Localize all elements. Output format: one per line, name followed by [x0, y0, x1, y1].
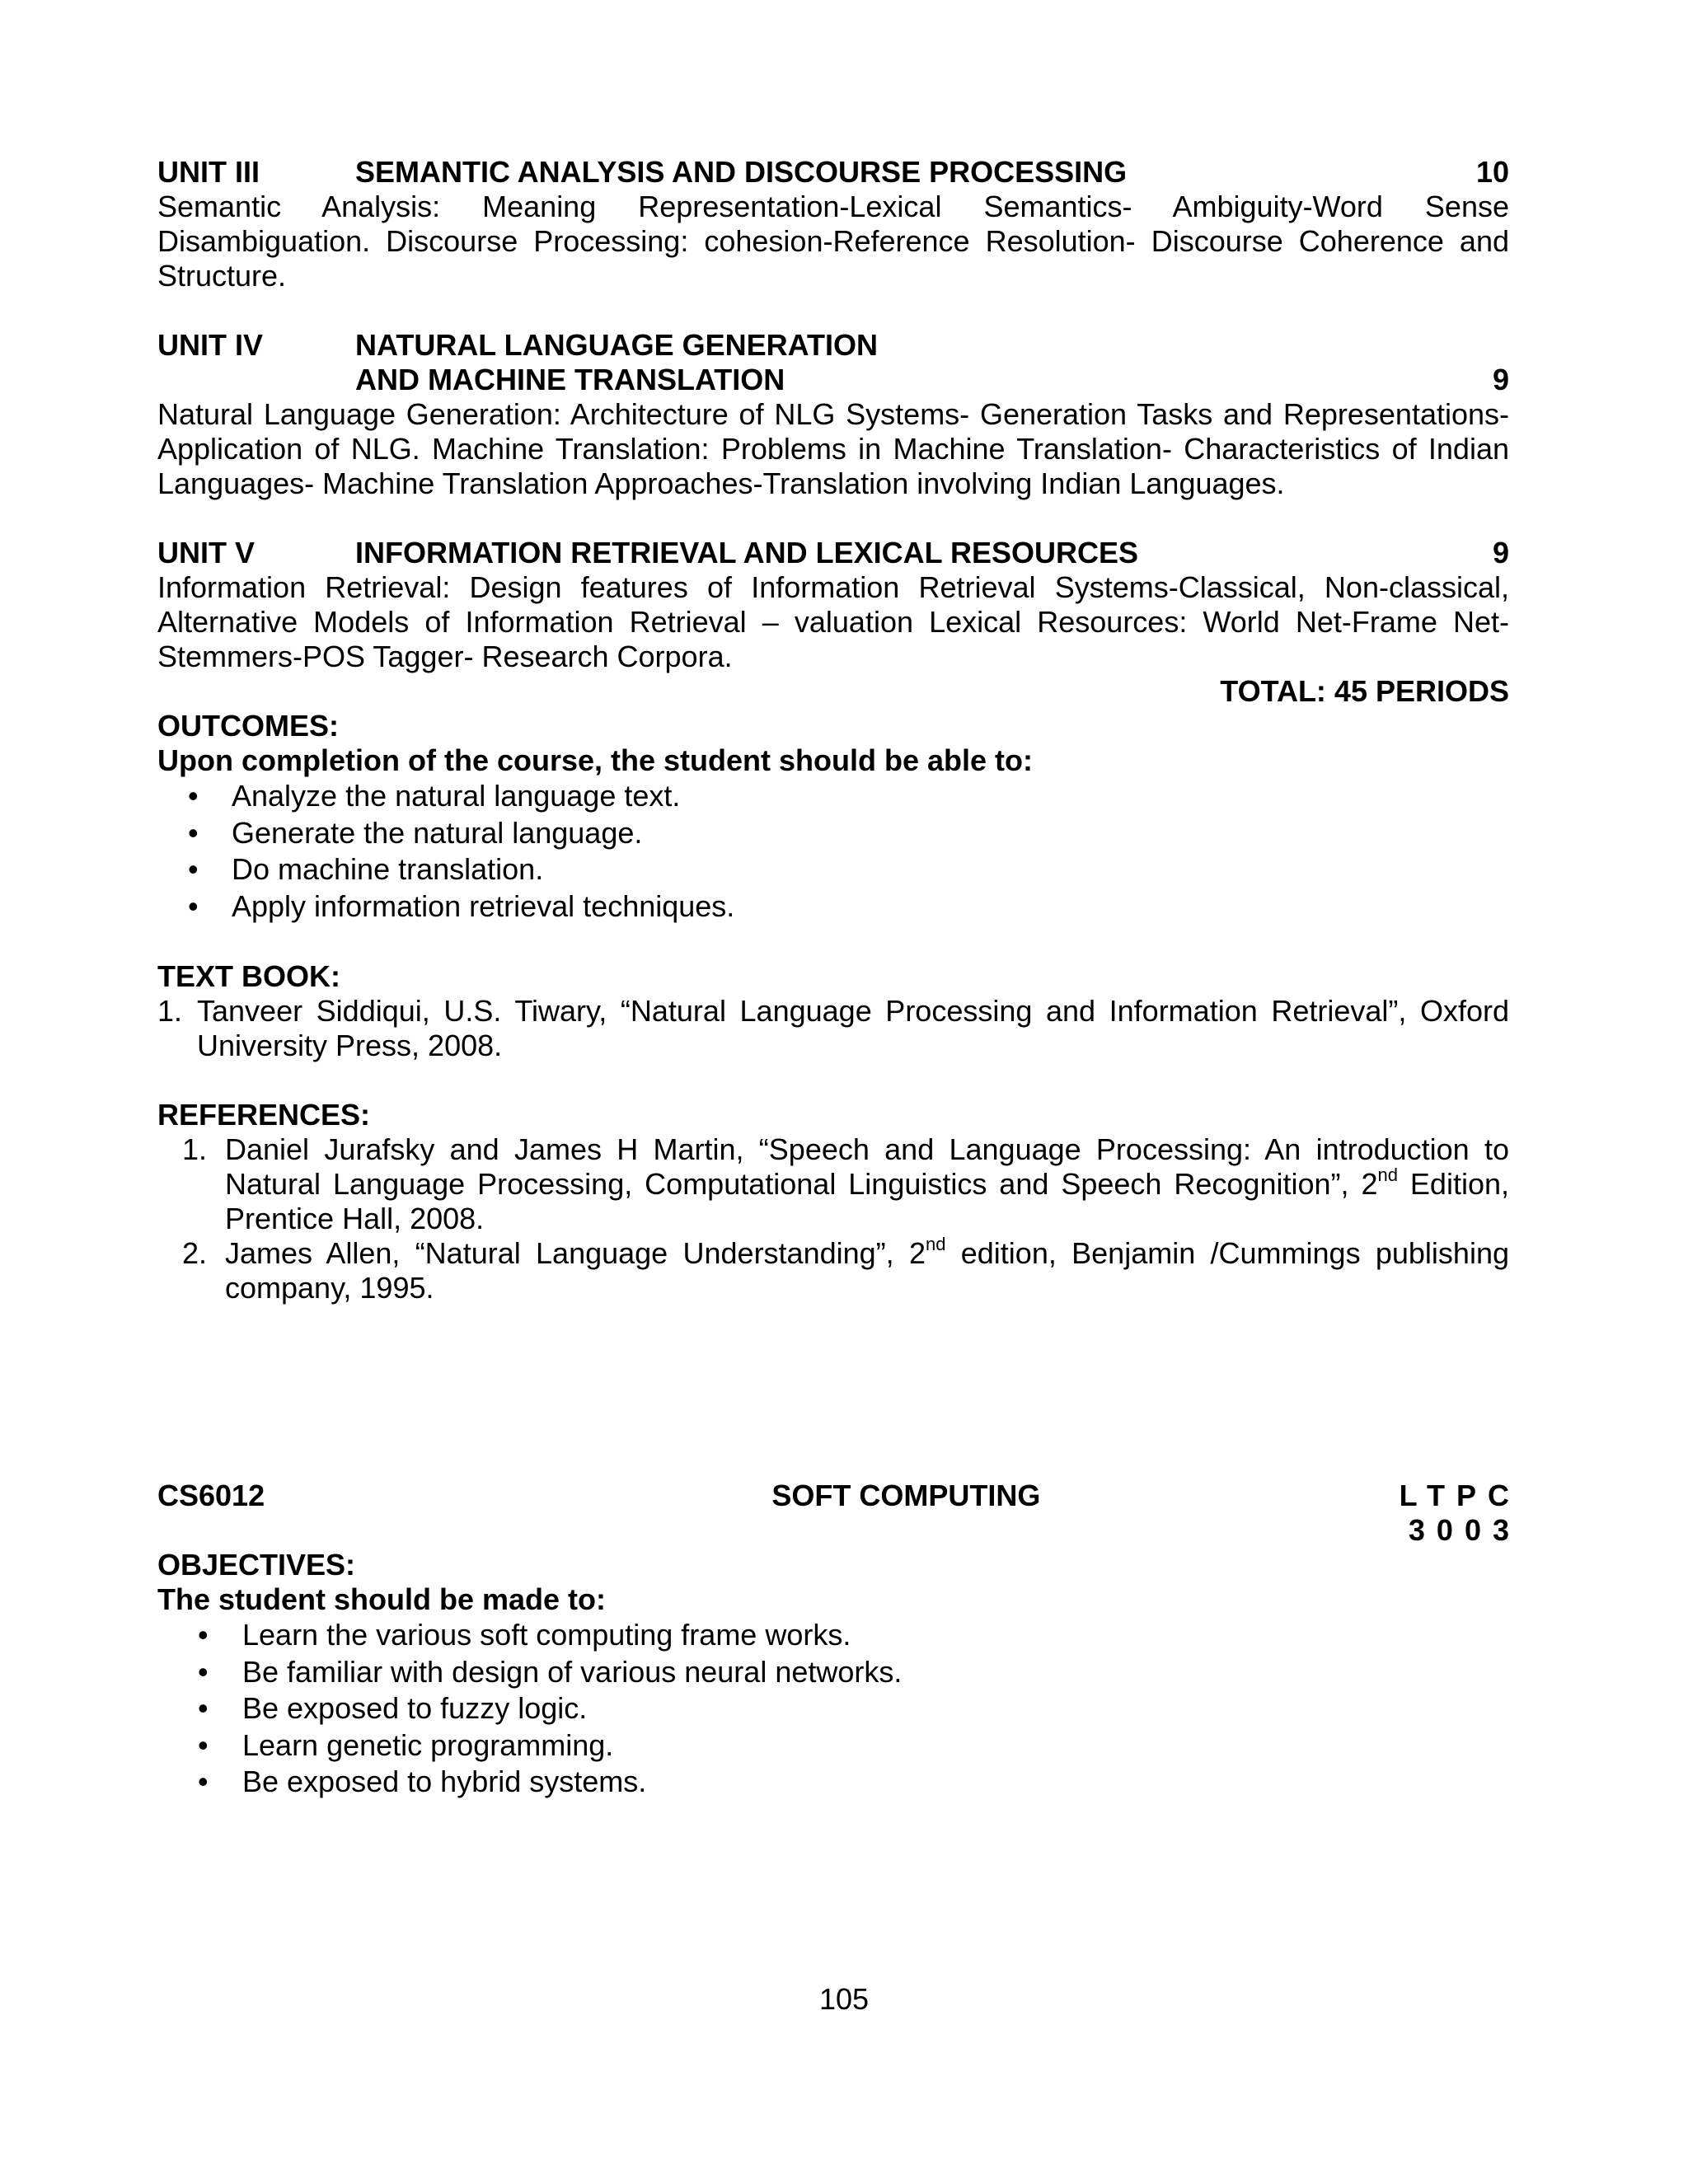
unit-title-line-2: AND MACHINE TRANSLATION [355, 363, 785, 396]
unit-title: SEMANTIC ANALYSIS AND DISCOURSE PROCESSING [355, 155, 1128, 189]
unit-title: INFORMATION RETRIEVAL AND LEXICAL RESOURCES [355, 536, 1139, 569]
list-item: • Be exposed to fuzzy logic. [157, 1690, 1509, 1727]
page-number: 105 [818, 1982, 870, 2016]
course-heading [157, 1479, 1521, 1513]
item-number: 2. [182, 1236, 208, 1270]
list-item: • Apply information retrieval techniques. [157, 888, 1509, 926]
unit-title-line-1: NATURAL LANGUAGE GENERATION [355, 328, 878, 362]
unit-5-heading [157, 536, 1509, 570]
course-title: SOFT COMPUTING [771, 1479, 1041, 1512]
outcomes-list [157, 778, 1509, 925]
list-item: • Be familiar with design of various neural networks. [157, 1654, 1509, 1691]
reference-item [157, 1132, 1509, 1236]
ltpc-labels: LTPC [1399, 1479, 1521, 1512]
textbook-item [157, 994, 1509, 1063]
unit-hours: 10 [1475, 155, 1509, 189]
unit-4-heading [157, 328, 1509, 363]
ltpc-values: 3003 [1408, 1513, 1521, 1547]
unit-3-body: Semantic Analysis: Meaning Representation-Lexical Semantics- Ambiguity-Word Sense Disambiguation. Discourse Processing: cohesion-Reference Resolution- Discourse Coherence and Structure. [157, 190, 1509, 293]
unit-hours: 9 [1492, 363, 1509, 396]
unit-5-body: Information Retrieval: Design features of Information Retrieval Systems-Classical, Non-classical, Alternative Models of Information Retrieval – valuation Lexical Resources: World Net-Frame Net- Stemmers-POS Tagger- Research Corpora. [157, 570, 1509, 673]
objectives-list [157, 1617, 1509, 1801]
list-item: • Be exposed to hybrid systems. [157, 1764, 1509, 1801]
list-item: • Learn the various soft computing frame works. [157, 1617, 1509, 1654]
list-item: • Learn genetic programming. [157, 1727, 1509, 1765]
objectives-heading: OBJECTIVES: [157, 1548, 356, 1582]
unit-4-heading-line-2 [157, 363, 1509, 397]
references-heading: REFERENCES: [157, 1098, 371, 1132]
list-item: • Do machine translation. [157, 851, 1509, 888]
unit-hours: 9 [1492, 536, 1509, 569]
item-text: James Allen, “Natural Language Understanding”, 2nd edition, Benjamin /Cummings publishing company, 1995. [225, 1234, 1509, 1305]
item-text: Daniel Jurafsky and James H Martin, “Speech and Language Processing: An introduction to Natural Language Processing, Computational Linguistics and Speech Recognition”, 2nd Edition, Prentice Hall, 2008. [225, 1132, 1510, 1235]
list-item: • Generate the natural language. [157, 815, 1509, 852]
reference-item [157, 1236, 1509, 1305]
item-number: 1. [182, 1132, 208, 1166]
list-item: • Analyze the natural language text. [157, 778, 1509, 815]
unit-number: UNIT IV [157, 328, 264, 362]
item-text: Tanveer Siddiqui, U.S. Tiwary, “Natural Language Processing and Information Retrieval”, Oxford University Press, 2008. [197, 994, 1509, 1062]
syllabus-page [157, 155, 1521, 1801]
outcomes-heading: OUTCOMES: [157, 709, 339, 743]
unit-number: UNIT III [157, 155, 260, 189]
course-code: CS6012 [157, 1479, 265, 1512]
unit-3-heading [157, 155, 1509, 190]
course-credits-row [157, 1513, 1521, 1548]
outcomes-intro: Upon completion of the course, the student should be able to: [157, 743, 1034, 777]
item-number: 1. [157, 994, 183, 1028]
textbook-heading: TEXT BOOK: [157, 959, 340, 993]
total-periods: TOTAL: 45 PERIODS [1220, 674, 1509, 708]
unit-4-body: Natural Language Generation: Architecture of NLG Systems- Generation Tasks and Representations- Application of NLG. Machine Translation: Problems in Machine Translation- Characteristics of Indian Languages- Machine Translation Approaches-Translation involving Indian Languages. [157, 397, 1509, 500]
objectives-intro: The student should be made to: [157, 1582, 607, 1616]
unit-number: UNIT V [157, 536, 256, 569]
